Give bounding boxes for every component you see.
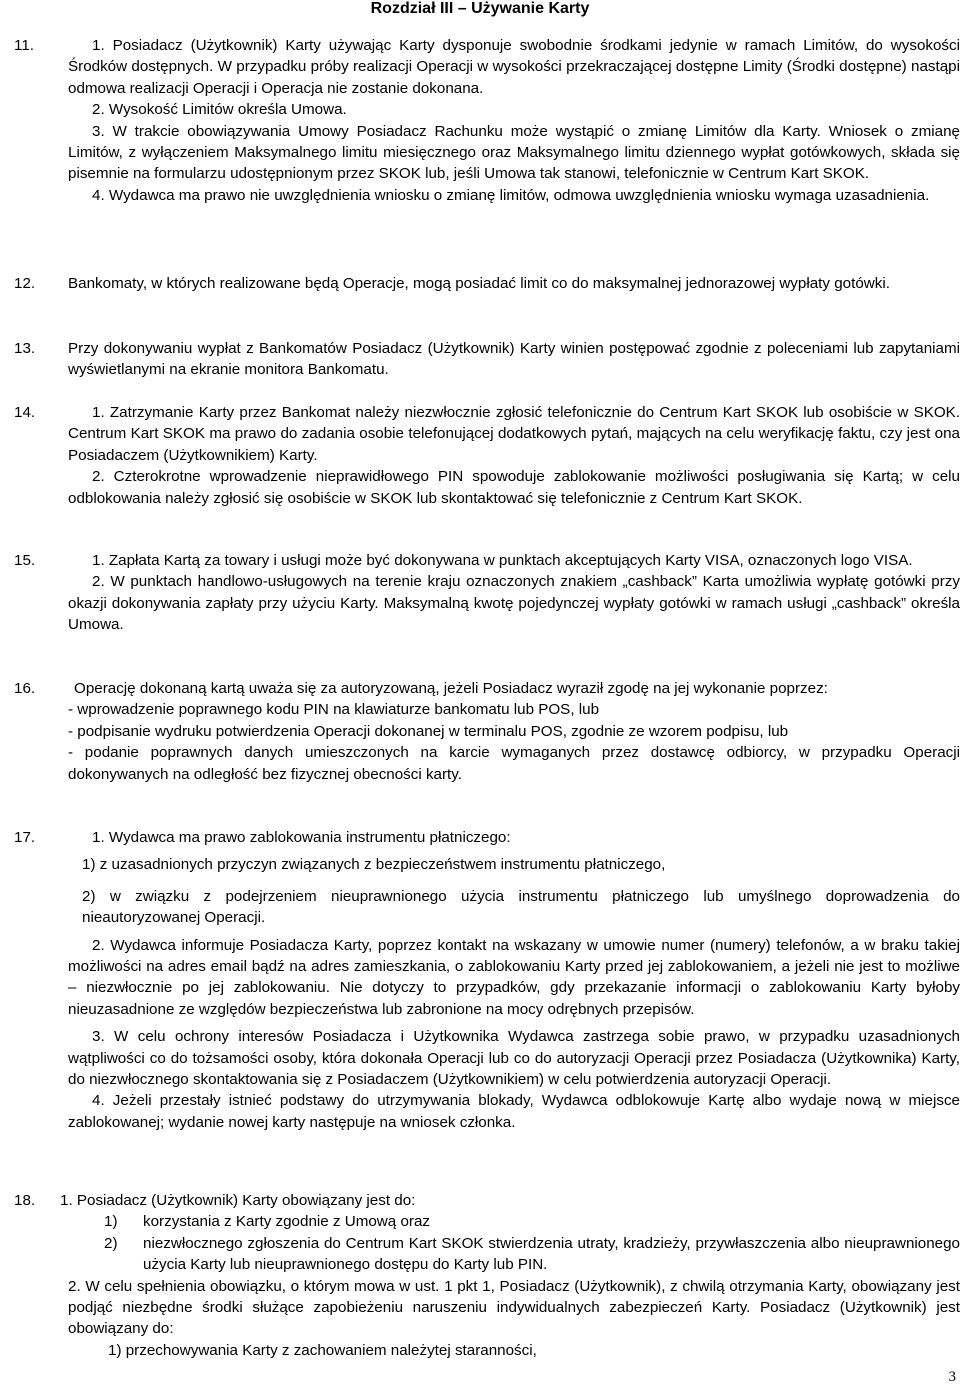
paragraph-text: 2. Wysokość Limitów określa Umowa. [92,101,347,119]
section-number: 15. [14,552,36,569]
paragraph-3: 3. W celu ochrony interesów Posiadacza i Użytkownika Wydawca zastrzega sobie prawo, w przypadku uzasadnionych wątpliwości co do tożsamości osoby, która dokonała Operacji lub co do autoryzacji Operacji przez Posiadacza (Użytkownika) Karty, do niezwłocznego skontaktowania się z Posiadaczem (Użytkownikiem) w celu potwierdzenia autoryzacji Operacji. [68,1028,960,1089]
paragraph-1 [68,402,960,466]
chapter-title: Rozdział III – Używanie Karty [370,0,590,17]
section-number: 13. [14,340,36,357]
list-text: korzystania z Karty zgodnie z Umową oraz [143,1213,430,1231]
section-number: 18. [14,1192,36,1209]
list-text: niezwłocznego zgłoszenia do Centrum Kart SKOK stwierdzenia utraty, kradzieży, przywłaszczenia albo nieuprawnionego użycia Karty lub nieuprawnionego dostępu do Karty lub PIN. [143,1234,960,1274]
paragraph-2 [68,571,960,635]
paragraph-text: 3. W trakcie obowiązywania Umowy Posiadacz Rachunku może wystąpić o zmianę Limitów dla Karty. Wniosek o zmianę Limitów, z wyłączeniem Maksymalnego limitu miesięcznego oraz Maksymalnego limitu dziennego wypłat gotówkowych, składa się pisemnie na formularzu udostępnionym przez SKOK lub, jeśli Umowa tak stanowi, telefonicznie w Centrum Kart SKOK. [68,122,960,183]
section-body [68,402,960,509]
list-item: - wprowadzenie poprawnego kodu PIN na klawiaturze bankomatu lub POS, lub [68,701,600,719]
paragraph-text: 1. Zatrzymanie Karty przez Bankomat należy niezwłocznie zgłosić telefonicznie do Centrum Kart SKOK lub osobiście w SKOK. Centrum Kart SKOK ma prawo do zadania osobie telefonującej dodatkowych pytań, mających na celu weryfikację faktu, czy jest ona Posiadaczem (Użytkownikiem) Karty. [68,404,960,464]
section-body [68,338,960,381]
list-number: 1) [104,1213,118,1231]
paragraph-2 [0,99,960,120]
paragraph-1 [0,35,960,99]
section-body [68,827,960,1133]
paragraph-1: Przy dokonywaniu wypłat z Bankomatów Posiadacz (Użytkownik) Karty winien postępować zgodnie z poleceniami lub zapytaniami wyświetlanymi na ekranie monitora Bankomatu. [68,340,960,379]
section-number: 17. [14,829,36,846]
section-body [68,678,960,785]
paragraph-text: 2. W punktach handlowo-usługowych na terenie kraju oznaczonych znakiem „cashback” Karta umożliwia wypłatę gotówki przy okazji dokonywania zapłaty przy użyciu Karty. Maksymalną kwotę pojedynczej wypłaty gotówki w ramach usługi „cashback” określa Umowa. [68,573,960,634]
paragraph-3 [0,121,960,185]
paragraph-text: 1. Zapłata Kartą za towary i usługi może być dokonywana w punktach akceptujących Karty VISA, oznaczonych logo VISA. [92,552,913,569]
list-number: 2) [104,1234,118,1252]
paragraph-text: 1. Posiadacz (Użytkownik) Karty używając Karty dysponuje swobodnie środkami jedynie w ramach Limitów, do wysokości Środków dostępnych. W przypadku próby realizacji Operacji w wysokości przekraczającej dostępne Limity (Środki dostępne) nastąpi odmowa realizacji Operacji i Operacja nie zostanie dokonana. [68,37,960,97]
paragraph-4 [0,185,960,206]
section-body [68,273,960,294]
list-item: - podanie poprawnych danych umieszczonych na karcie wymaganych przez dostawcę odbiorcy, w przypadku Operacji dokonywanych na odległość bez fizycznej obecności karty. [68,744,960,783]
paragraph-2: 2. W celu spełnienia obowiązku, o którym mowa w ust. 1 pkt 1, Posiadacz (Użytkownik), z chwilą otrzymania Karty, obowiązany jest podjąć niezbędne środki służące zapobieżeniu naruszeniu indywidualnych zabezpieczeń Karty. Posiadacz (Użytkownik) jest obowiązany do: [68,1277,960,1338]
paragraph-text: 4. Wydawca ma prawo nie uwzględnienia wniosku o zmianę limitów, odmowa uwzględnienia wniosku wymaga uzasadnienia. [92,186,930,204]
list-item: 1) z uzasadnionych przyczyn związanych z bezpieczeństwem instrumentu płatniczego, [82,856,666,874]
list-item: - podpisanie wydruku potwierdzenia Operacji dokonanej w terminalu POS, zgodnie ze wzorem podpisu, lub [68,722,789,740]
paragraph-container [68,35,960,206]
paragraph-2 [68,466,960,509]
section-number: 12. [14,275,36,292]
section-body [68,550,960,636]
paragraph-3: 1) przechowywania Karty z zachowaniem należytej staranności, [108,1341,537,1359]
paragraph-1: 1. Wydawca ma prawo zablokowania instrumentu płatniczego: [92,829,511,846]
paragraph-1: Bankomaty, w których realizowane będą Operacje, mogą posiadać limit co do maksymalnej jednorazowej wypłaty gotówki. [68,275,890,292]
list-item [60,1233,960,1276]
list-item [60,1211,960,1232]
paragraph-1 [68,550,960,571]
paragraph-1: 1. Posiadacz (Użytkownik) Karty obowiązany jest do: [60,1192,416,1209]
section-number: 14. [14,404,36,421]
paragraph-2: 2. Wydawca informuje Posiadacza Karty, poprzez kontakt na wskazany w umowie numer (numery) telefonów, a w braku takiej możliwości na adres email bądź na adres zamieszkania, o zablokowaniu Karty przed jej zablokowaniem, a jeżeli nie jest to możliwe – niezwłocznie po jej zablokowaniu. Nie dotyczy to przypadków, gdy przekazanie informacji o zablokowaniu Karty byłoby nieuzasadnione ze względów bezpieczeństwa lub zabronione na mocy odrębnych przepisów. [68,936,960,1018]
section-number: 16. [14,680,36,697]
paragraph-4: 4. Jeżeli przestały istnieć podstawy do utrzymywania blokady, Wydawca odblokowuje Kartę albo wydaje nową w miejsce zablokowanej; wydanie nowej karty następuje na wniosek członka. [68,1092,960,1131]
paragraph-1: Operację dokonaną kartą uważa się za autoryzowaną, jeżeli Posiadacz wyraził zgodę na jej wykonanie poprzez: [74,680,828,697]
list-item: 2) w związku z podejrzeniem nieuprawnionego użycia instrumentu płatniczego lub umyślnego doprowadzenia do nieautoryzowanej Operacji. [82,887,960,927]
paragraph-text: 2. Czterokrotne wprowadzenie nieprawidłowego PIN spowoduje zablokowanie możliwości posługiwania się Kartą; w celu odblokowania należy zgłosić się osobiście w SKOK lub skontaktować się telefonicznie z Centrum Kart SKOK. [68,468,960,507]
page-number: 3 [948,1369,956,1385]
section-number: 11. [14,37,34,54]
section-body [60,1190,960,1361]
